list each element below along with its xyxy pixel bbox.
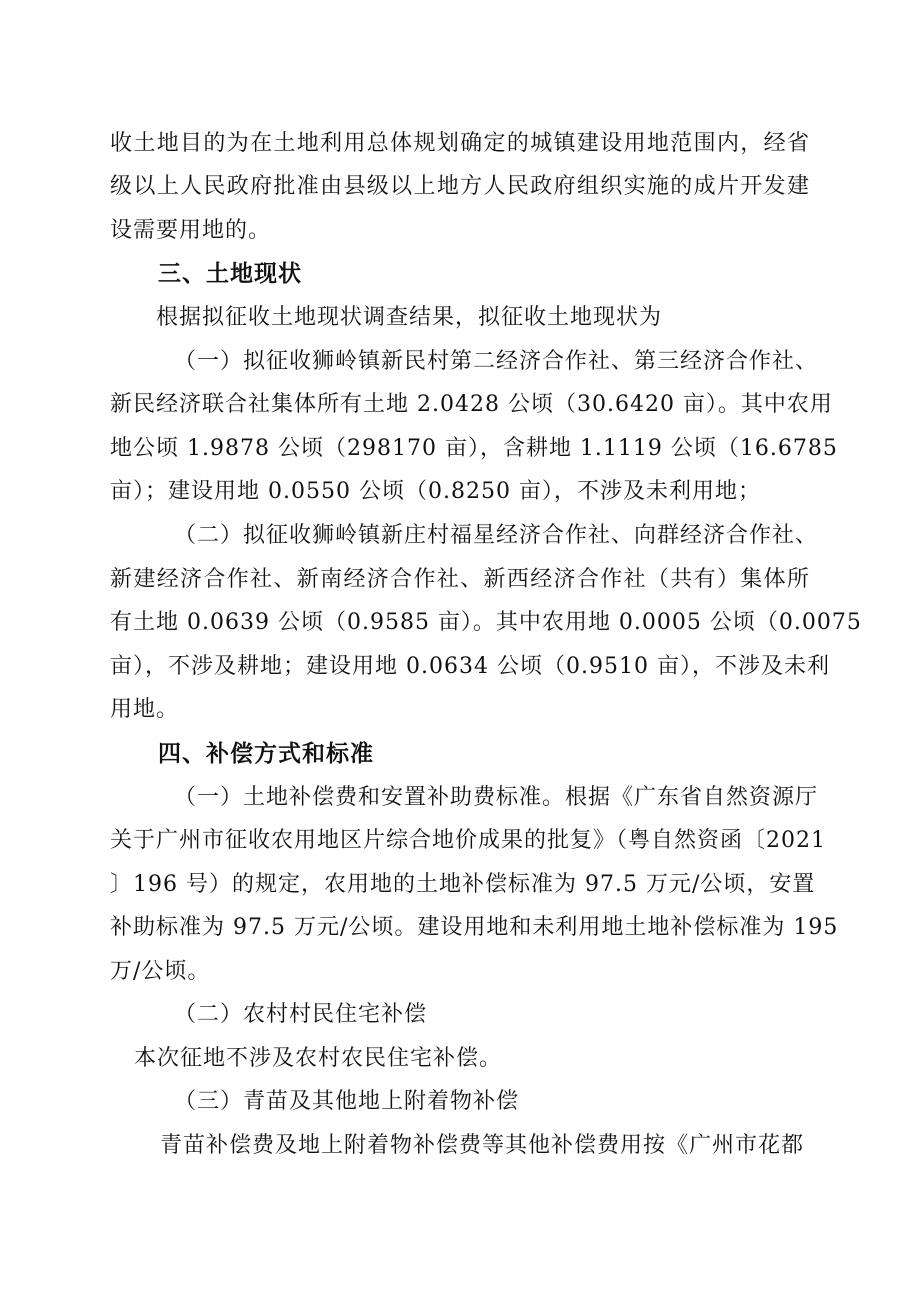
body-line: 亩）；建设用地 0.0550 公顷（0.8250 亩），不涉及未利用地； bbox=[110, 479, 761, 504]
body-line: 补助标准为 97.5 万元/公顷。建设用地和未利用地土地补偿标准为 195 bbox=[110, 915, 839, 940]
body-line: 本次征地不涉及农村农民住宅补偿。 bbox=[134, 1046, 503, 1071]
body-line: 关于广州市征收农用地区片综合地价成果的批复》（粤自然资函〔2021 bbox=[110, 828, 826, 853]
body-line: 地公顷 1.9878 公顷（298170 亩），含耕地 1.1119 公顷（16.6785 bbox=[110, 436, 838, 461]
body-line: 新民经济联合社集体所有土地 2.0428 公顷（30.6420 亩）。其中农用 bbox=[110, 392, 833, 417]
body-line: 新建经济合作社、新南经济合作社、新西经济合作社（共有）集体所 bbox=[110, 567, 810, 592]
section-heading-land-status: 三、土地现状 bbox=[158, 261, 302, 287]
body-line: 级以上人民政府批准由县级以上地方人民政府组织实施的成片开发建 bbox=[110, 174, 810, 199]
body-line: （一）土地补偿费和安置补助费标准。根据《广东省自然资源厅 bbox=[174, 785, 819, 810]
body-line: 青苗补偿费及地上附着物补偿费等其他补偿费用按《广州市花都 bbox=[160, 1133, 805, 1158]
body-line: （二）拟征收狮岭镇新庄村福星经济合作社、向群经济合作社、 bbox=[174, 523, 819, 548]
section-heading-compensation: 四、补偿方式和标准 bbox=[158, 741, 374, 767]
body-line: 有土地 0.0639 公顷（0.9585 亩）。其中农用地 0.0005 公顷（0.0075 bbox=[110, 610, 862, 635]
body-line: 用地。 bbox=[110, 697, 180, 722]
body-line: 收土地目的为在土地利用总体规划确定的城镇建设用地范围内，经省 bbox=[110, 131, 810, 156]
subsection-heading: （三）青苗及其他地上附着物补偿 bbox=[174, 1089, 520, 1114]
subsection-heading: （二）农村村民住宅补偿 bbox=[174, 1002, 428, 1027]
body-line: 设需要用地的。 bbox=[110, 218, 272, 243]
body-line: 亩），不涉及耕地；建设用地 0.0634 公顷（0.9510 亩），不涉及未利 bbox=[110, 654, 830, 679]
body-line: 〕196 号）的规定，农用地的土地补偿标准为 97.5 万元/公顷，安置 bbox=[110, 872, 816, 897]
body-line: 根据拟征收土地现状调查结果，拟征收土地现状为 bbox=[156, 305, 663, 330]
body-line: 万/公顷。 bbox=[110, 959, 211, 984]
body-line: （一）拟征收狮岭镇新民村第二经济合作社、第三经济合作社、 bbox=[174, 349, 819, 374]
